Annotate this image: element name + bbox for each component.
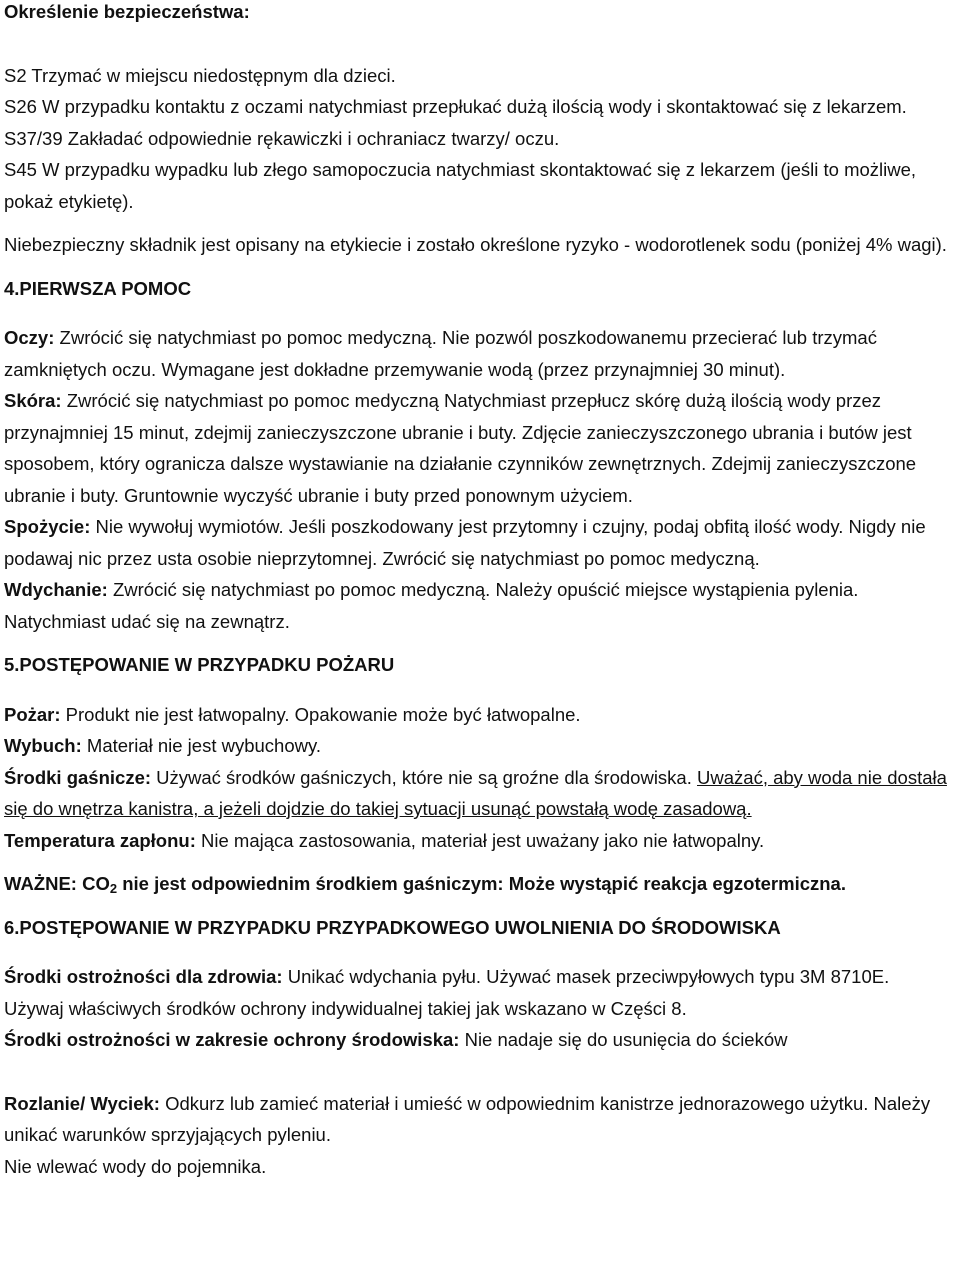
fire-flash-point <box>4 825 952 857</box>
warning-suffix: nie jest odpowiednim środkiem gaśniczym: Może wystąpić reakcja egzotermiczna. <box>117 873 846 894</box>
safety-data-sheet <box>4 0 952 1182</box>
phrase-s2: S2 Trzymać w miejscu niedostępnym dla dzieci. <box>4 64 396 86</box>
release-no-water: Nie wlewać wody do pojemnika. <box>4 1155 267 1177</box>
explosion-label: Wybuch: <box>4 735 82 756</box>
health-text: Unikać wdychania pyłu. Używać masek przeciwpyłowych typu 3M 8710E. Używaj właściwych środków ochrony indywidualnej takiej jak wskazano w Części 8. <box>4 966 890 1019</box>
co2-warning <box>4 868 952 900</box>
inhalation-label: Wdychanie: <box>4 579 108 600</box>
release-heading: 6.POSTĘPOWANIE W PRZYPADKU PRZYPADKOWEGO UWOLNIENIA DO ŚRODOWISKA <box>4 916 781 938</box>
first-aid-heading: 4.PIERWSZA POMOC <box>4 277 192 299</box>
fire-fire <box>4 699 952 731</box>
fire-explosion <box>4 730 952 762</box>
ingestion-label: Spożycie: <box>4 516 91 537</box>
flash-label: Temperatura zapłonu: <box>4 829 196 851</box>
spill-text: Odkurz lub zamieć materiał i umieść w odpowiednim kanistrze jednorazowego użytku. Należy unikać warunków sprzyjających pyleniu. <box>4 1092 931 1145</box>
skin-label: Skóra: <box>4 390 62 411</box>
env-label: Środki ostrożności w zakresie ochrony środowiska: <box>4 1029 460 1050</box>
ingestion-text: Nie wywołuj wymiotów. Jeśli poszkodowany jest przytomny i czujny, podaj obfitą ilość wody. Nigdy nie podawaj nic przez usta osobie nieprzytomnej. Zwrócić się natychmiast po pomoc medyczną. <box>4 516 926 569</box>
release-health <box>4 961 952 1024</box>
skin-text: Zwrócić się natychmiast po pomoc medyczną Natychmiast przepłucz skórę dużą ilością wody przez przynajmniej 15 minut, zdejmij zanieczyszczone ubranie i buty. Zdjęcie zanieczyszczonego ubrania i butów jest sposobem, który ogranicza dalsze wystawianie na działanie czynników zewnętrznych. Zdejmij zanieczyszczone ubranie i buty. Gruntownie wyczyść ubranie i buty przed ponownym użyciem. <box>4 390 917 506</box>
first-aid-inhalation <box>4 574 952 637</box>
safety-heading: Określenie bezpieczeństwa: <box>4 1 250 22</box>
fire-heading: 5.POSTĘPOWANIE W PRZYPADKU POŻARU <box>4 654 395 675</box>
phrase-s45: S45 W przypadku wypadku lub złego samopoczucia natychmiast skontaktować się z lekarzem (jeśli to możliwe, pokaż etykietę). <box>4 159 917 212</box>
eyes-label: Oczy: <box>4 327 55 348</box>
first-aid-ingestion <box>4 511 952 574</box>
first-aid-eyes <box>4 322 952 385</box>
hazard-note: Niebezpieczny składnik jest opisany na etykiecie i zostało określone ryzyko - wodorotlenek sodu (poniżej 4% wagi). <box>4 234 947 255</box>
spill-label: Rozlanie/ Wyciek: <box>4 1092 160 1114</box>
first-aid-skin <box>4 385 952 511</box>
phrase-s37: S37/39 Zakładać odpowiednie rękawiczki i ochraniacz twarzy/ oczu. <box>4 127 560 149</box>
inhalation-text: Zwrócić się natychmiast po pomoc medyczną. Należy opuścić miejsce wystąpienia pylenia. Natychmiast udać się na zewnątrz. <box>4 579 859 632</box>
fire-label: Pożar: <box>4 703 61 725</box>
extinguish-underlined: Uważać, aby woda nie dostała się do wnętrza kanistra, a jeżeli dojdzie do takiej sytuacji usunąć powstałą wodę zasadową. <box>4 766 947 819</box>
extinguish-text: Używać środków gaśniczych, które nie są groźne dla środowiska. <box>151 766 698 788</box>
flash-text: Nie mająca zastosowania, materiał jest uważany jako nie łatwopalny. <box>195 829 765 851</box>
warning-subscript: 2 <box>109 881 118 896</box>
eyes-text: Zwrócić się natychmiast po pomoc medyczną. Nie pozwól poszkodowanemu przecierać lub trzymać zamkniętych oczu. Wymagane jest dokładne przemywanie wodą (przez przynajmniej 30 minut). <box>4 327 877 380</box>
health-label: Środki ostrożności dla zdrowia: <box>4 966 283 987</box>
explosion-text: Materiał nie jest wybuchowy. <box>81 735 322 756</box>
warning-prefix: WAŻNE: CO <box>4 873 110 894</box>
fire-extinguish <box>4 762 952 825</box>
phrase-s26: S26 W przypadku kontaktu z oczami natychmiast przepłukać dużą ilością wody i skontaktować się z lekarzem. <box>4 96 907 117</box>
env-text: Nie nadaje się do usunięcia do ścieków <box>459 1029 788 1050</box>
release-environment <box>4 1024 952 1056</box>
release-spill <box>4 1088 952 1151</box>
fire-text: Produkt nie jest łatwopalny. Opakowanie może być łatwopalne. <box>60 703 581 725</box>
extinguish-label: Środki gaśnicze: <box>4 766 152 788</box>
